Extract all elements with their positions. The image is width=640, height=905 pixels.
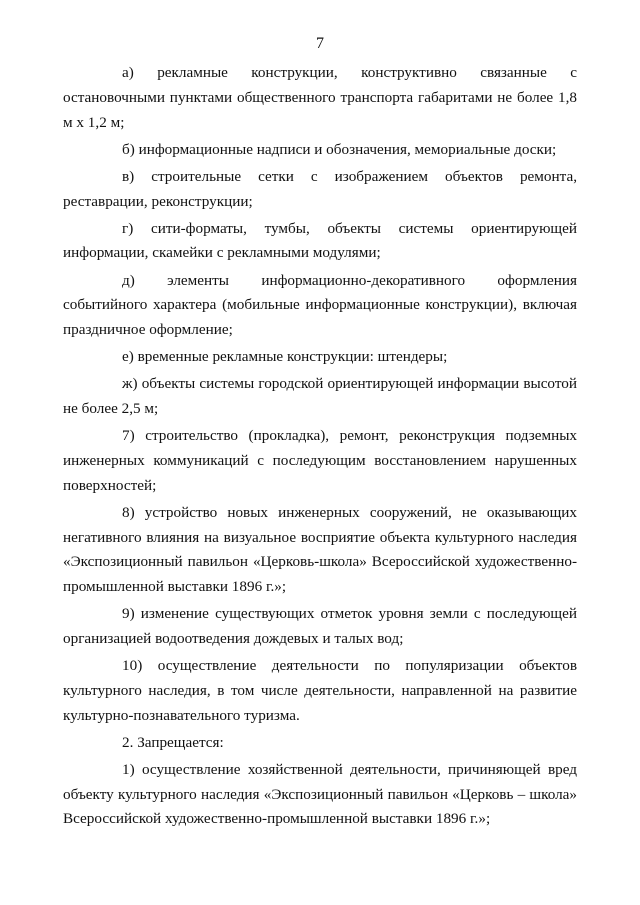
page-number: 7	[316, 35, 324, 52]
item-g-city-formats: г) сити-форматы, тумбы, объекты системы ориентирующей информации, скамейки с рекламными модулями;	[63, 219, 577, 262]
item-b-information-signs: б) информационные надписи и обозначения, мемориальные доски;	[122, 140, 557, 158]
section-2-heading: 2. Запрещается:	[122, 733, 224, 751]
item-10-popularization: 10) осуществление деятельности по популяризации объектов культурного наследия, в том числе деятельности, направленной на развитие культурно-познавательного туризма.	[63, 657, 577, 724]
item-v-construction-nets: в) строительные сетки с изображением объектов ремонта, реставрации, реконструкции;	[63, 167, 577, 210]
item-7-utilities: 7) строительство (прокладка), ремонт, реконструкция подземных инженерных коммуникаций с последующим восстановлением нарушенных поверхностей;	[63, 427, 577, 494]
item-e-temporary-structures: е) временные рекламные конструкции: штендеры;	[122, 348, 448, 366]
item-9-ground-level: 9) изменение существующих отметок уровня земли с последующей организацией водоотведения дождевых и талых вод;	[63, 605, 577, 648]
item-d-decorative-elements: д) элементы информационно-декоративного оформления событийного характера (мобильные информационные конструкции), включая праздничное оформление;	[63, 271, 577, 339]
item-8-engineering-structures: 8) устройство новых инженерных сооружений, не оказывающих негативного влияния на визуальное восприятие объекта культурного наследия «Экспозиционный павильон «Церковь-школа» Всероссийской художественно-промышленной выставки 1896 г.»;	[63, 503, 577, 596]
item-a-advertising-structures: а) рекламные конструкции, конструктивно связанные с остановочными пунктами общественного транспорта габаритами не более 1,8 м х 1,2 м;	[63, 64, 577, 131]
item-zh-orientation-info: ж) объекты системы городской ориентирующей информации высотой не более 2,5 м;	[63, 375, 577, 418]
document-body	[63, 61, 577, 835]
prohibited-item-1: 1) осуществление хозяйственной деятельности, причиняющей вред объекту культурного наследия «Экспозиционный павильон «Церковь – школа» Всероссийской художественно-промышленной выставки 1896 г.»;	[63, 760, 577, 828]
